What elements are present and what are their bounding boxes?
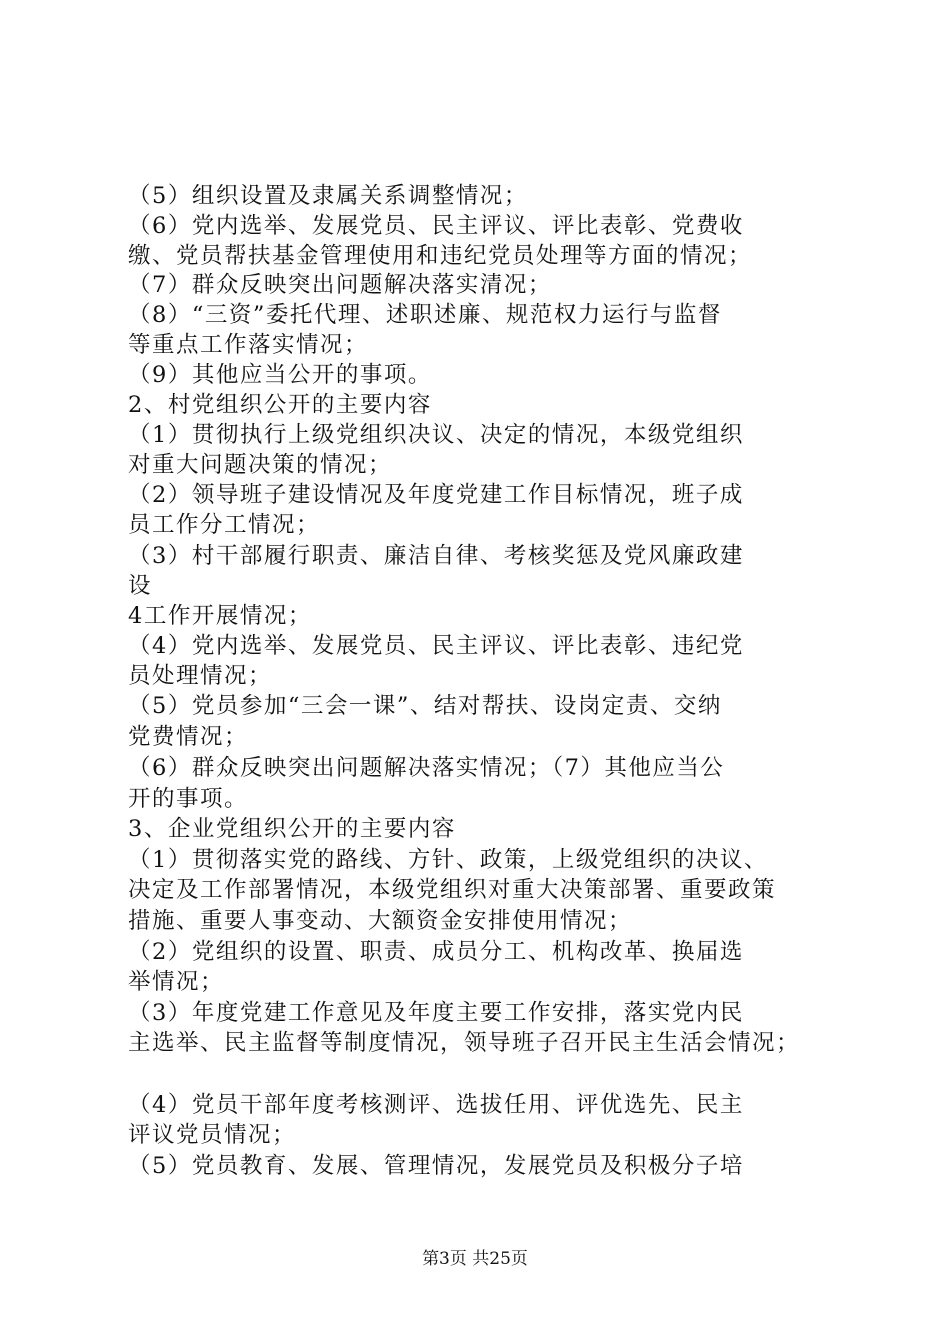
text-line: 措施、重要人事变动、大额资金安排使用情况；: [128, 908, 633, 934]
text-line: （9）其他应当公开的事项。: [128, 362, 432, 388]
text-line: 4工作开展情况；: [128, 603, 312, 629]
text-line: （3）村干部履行职责、廉洁自律、考核奖惩及党风廉政建: [128, 543, 744, 569]
text-line: （2）党组织的设置、职责、成员分工、机构改革、换届选: [128, 939, 744, 965]
text-line: （7）群众反映突出问题解决落实清况；: [128, 272, 552, 298]
text-line: （5）组织设置及隶属关系调整情况；: [128, 183, 528, 209]
text-line: 等重点工作落实情况；: [128, 332, 369, 358]
page-number-footer: 第3页 共25页: [422, 1249, 528, 1269]
text-line: 评议党员情况；: [128, 1122, 297, 1148]
text-line: （4）党内选举、发展党员、民主评议、评比表彰、违纪党: [128, 633, 744, 659]
text-line: 决定及工作部署情况，本级党组织对重大决策部署、重要政策: [128, 877, 777, 903]
text-line: 员处理情况；: [128, 663, 273, 689]
text-line: 开的事项。: [128, 786, 249, 812]
text-line: （3）年度党建工作意见及年度主要工作安排，落实党内民: [128, 1000, 744, 1026]
text-line: （8）“三资”委托代理、述职述廉、规范权力运行与监督: [128, 302, 722, 328]
text-line: 党费情况；: [128, 724, 249, 750]
text-line: 设: [128, 573, 153, 599]
text-line: 主选举、民主监督等制度情况，领导班子召开民主生活会情况；: [128, 1030, 801, 1056]
text-line: （6）群众反映突出问题解决落实情况；（7）其他应当公: [128, 755, 725, 781]
section-heading: 3、企业党组织公开的主要内容: [128, 816, 456, 842]
text-line: （5）党员参加“三会一课”、结对帮扶、设岗定责、交纳: [128, 693, 722, 719]
text-line: 员工作分工情况；: [128, 512, 321, 538]
text-line: （6）党内选举、发展党员、民主评议、评比表彰、党费收: [128, 213, 744, 239]
text-line: 举情况；: [128, 969, 225, 995]
text-line: （5）党员教育、发展、管理情况，发展党员及积极分子培: [128, 1153, 744, 1179]
text-line: （1）贯彻执行上级党组织决议、决定的情况，本级党组织: [128, 422, 744, 448]
section-heading: 2、村党组织公开的主要内容: [128, 392, 432, 418]
text-line: 缴、党员帮扶基金管理使用和违纪党员处理等方面的情况；: [128, 243, 753, 269]
text-line: 对重大问题决策的情况；: [128, 452, 393, 478]
text-line: （1）贯彻落实党的路线、方针、政策，上级党组织的决议、: [128, 847, 768, 873]
text-line: （2）领导班子建设情况及年度党建工作目标情况，班子成: [128, 482, 744, 508]
text-line: （4）党员干部年度考核测评、选拔任用、评优选先、民主: [128, 1092, 744, 1118]
